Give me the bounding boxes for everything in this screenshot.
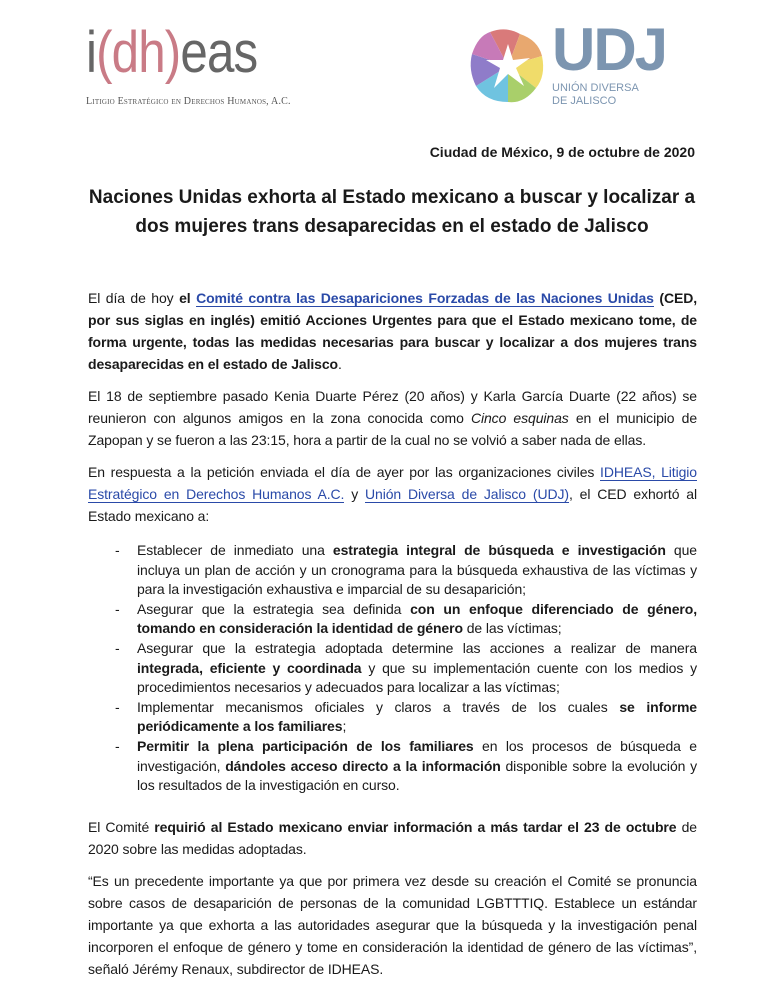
text-run: El día de hoy (88, 290, 180, 306)
idheas-logo-wordmark (86, 20, 257, 86)
bold-text: con un enfoque diferenciado de género, tomando en consideración la identidad de género (137, 600, 698, 637)
text-run: en los procesos de búsqueda e investigación, (137, 737, 697, 774)
italic-text: Cinco esquinas (470, 410, 569, 426)
document-title: Naciones Unidas exhorta al Estado mexicano a buscar y localizar a dos mujeres trans desaparecidas en el estado de Jalisco (88, 187, 696, 237)
list-marker: - (115, 698, 120, 715)
bold-text: dándoles acceso directo a la información (225, 757, 501, 774)
text-run: , el CED exhortó al Estado mexicano a: (88, 486, 697, 524)
bold-text: se informe periódicamente a los familiares (137, 698, 697, 735)
list-item (88, 600, 697, 639)
text-run: El Comité (88, 818, 155, 835)
paragraph (88, 461, 697, 527)
text-run: que incluya un plan de acción y un cronograma para la búsqueda exhaustiva de las víctimas y para la investigación exhaustiva e imparcial de su desaparición; (137, 542, 697, 598)
logo-text: DE JALISCO (552, 95, 617, 107)
udj-logo-subtitle (552, 82, 639, 108)
list-marker: - (115, 600, 120, 617)
udj-logo-wordmark: UDJ (552, 16, 667, 83)
bold-text: estrategia integral de búsqueda e investigación (332, 542, 666, 558)
text-run: . (337, 356, 342, 372)
bold-text: (CED, por sus siglas en inglés) emitió Acciones Urgentes para que el Estado mexicano tome, de forma urgente, todas las medidas necesarias para buscar y localizar a dos mujeres trans desaparecidas en el estado de Jalisco (88, 290, 697, 372)
inline-link[interactable]: Comité contra las Desapariciones Forzadas de las Naciones Unidas (196, 290, 654, 306)
text-run: Implementar mecanismos oficiales y claros a través de los cuales (137, 698, 620, 715)
bold-text: Permitir la plena participación de los familiares (137, 737, 474, 754)
text-run: Establecer de inmediato una (137, 542, 333, 558)
text-run: Asegurar que la estrategia sea definida (137, 600, 411, 617)
text-run: en el municipio de Zapopan y se fueron a las 23:15, hora a partir de la cual no se volvió a saber nada de ellas. (88, 410, 698, 448)
text-run: y que su implementación cuente con los medios y procedimientos necesarios y adecuados para localizar a las víctimas; (137, 659, 697, 696)
list-item (88, 541, 697, 600)
list-marker: - (115, 542, 120, 558)
list-marker: - (115, 639, 120, 656)
idheas-logo-subtitle: Litigio Estratégico en Derechos Humanos, A.C. (86, 96, 291, 107)
document-body (88, 287, 697, 990)
bold-text: integrada, eficiente y coordinada (137, 659, 362, 676)
paragraph (88, 870, 697, 980)
text-run: Asegurar que la estrategia adoptada determine las acciones a realizar de manera (137, 639, 697, 656)
inline-link[interactable]: IDHEAS, Litigio Estratégico en Derechos Humanos A.C. (88, 464, 697, 502)
paragraph (88, 816, 697, 860)
exhortation-list (88, 541, 697, 796)
logo-text: eas (180, 20, 258, 85)
text-run: En respuesta a la petición enviada el día de ayer por las organizaciones civiles (88, 464, 601, 480)
logo-text: UNIÓN DIVERSA (552, 82, 639, 94)
text-run: ; (342, 718, 347, 735)
text-run: “Es un precedente importante ya que por primera vez desde su creación el Comité se pronuncia sobre casos de desaparición de personas de la comunidad LGBTTTIQ. Establece un estándar importante ya que exhorta a las autoridades asegurar que la búsqueda y la investigación penal incorporen el enfoque de género y tome en consideración la identidad de género de las víctimas”, señaló Jérémy Renaux, subdirector de IDHEAS. (88, 872, 697, 977)
logo-text: i (86, 20, 97, 85)
text-run: de 2020 sobre las medidas adoptadas. (88, 818, 697, 857)
list-marker: - (115, 737, 120, 754)
list-item (88, 698, 697, 737)
bold-text: requirió al Estado mexicano enviar información a más tardar el 23 de octubre (154, 818, 677, 835)
inline-link[interactable]: Unión Diversa de Jalisco (UDJ) (365, 486, 569, 502)
text-run: disponible sobre la evolución y los resultados de la investigación en curso. (137, 757, 697, 794)
idheas-logo (86, 20, 316, 110)
logo-text: (dh) (96, 20, 181, 85)
text-run: de las víctimas; (462, 620, 562, 637)
udj-logo (468, 16, 678, 107)
text-run: El 18 de septiembre pasado Kenia Duarte Pérez (20 años) y Karla García Duarte (22 años) se reunieron con algunos amigos en la zona conocida como (88, 388, 697, 426)
paragraph (88, 385, 697, 451)
list-item (88, 737, 697, 796)
document-date: Ciudad de México, 9 de octubre de 2020 (429, 144, 695, 160)
text-run: y (344, 486, 365, 502)
list-item (88, 639, 697, 698)
udj-flower-icon (468, 26, 548, 106)
paragraph (88, 287, 697, 375)
bold-text: el (179, 290, 197, 306)
